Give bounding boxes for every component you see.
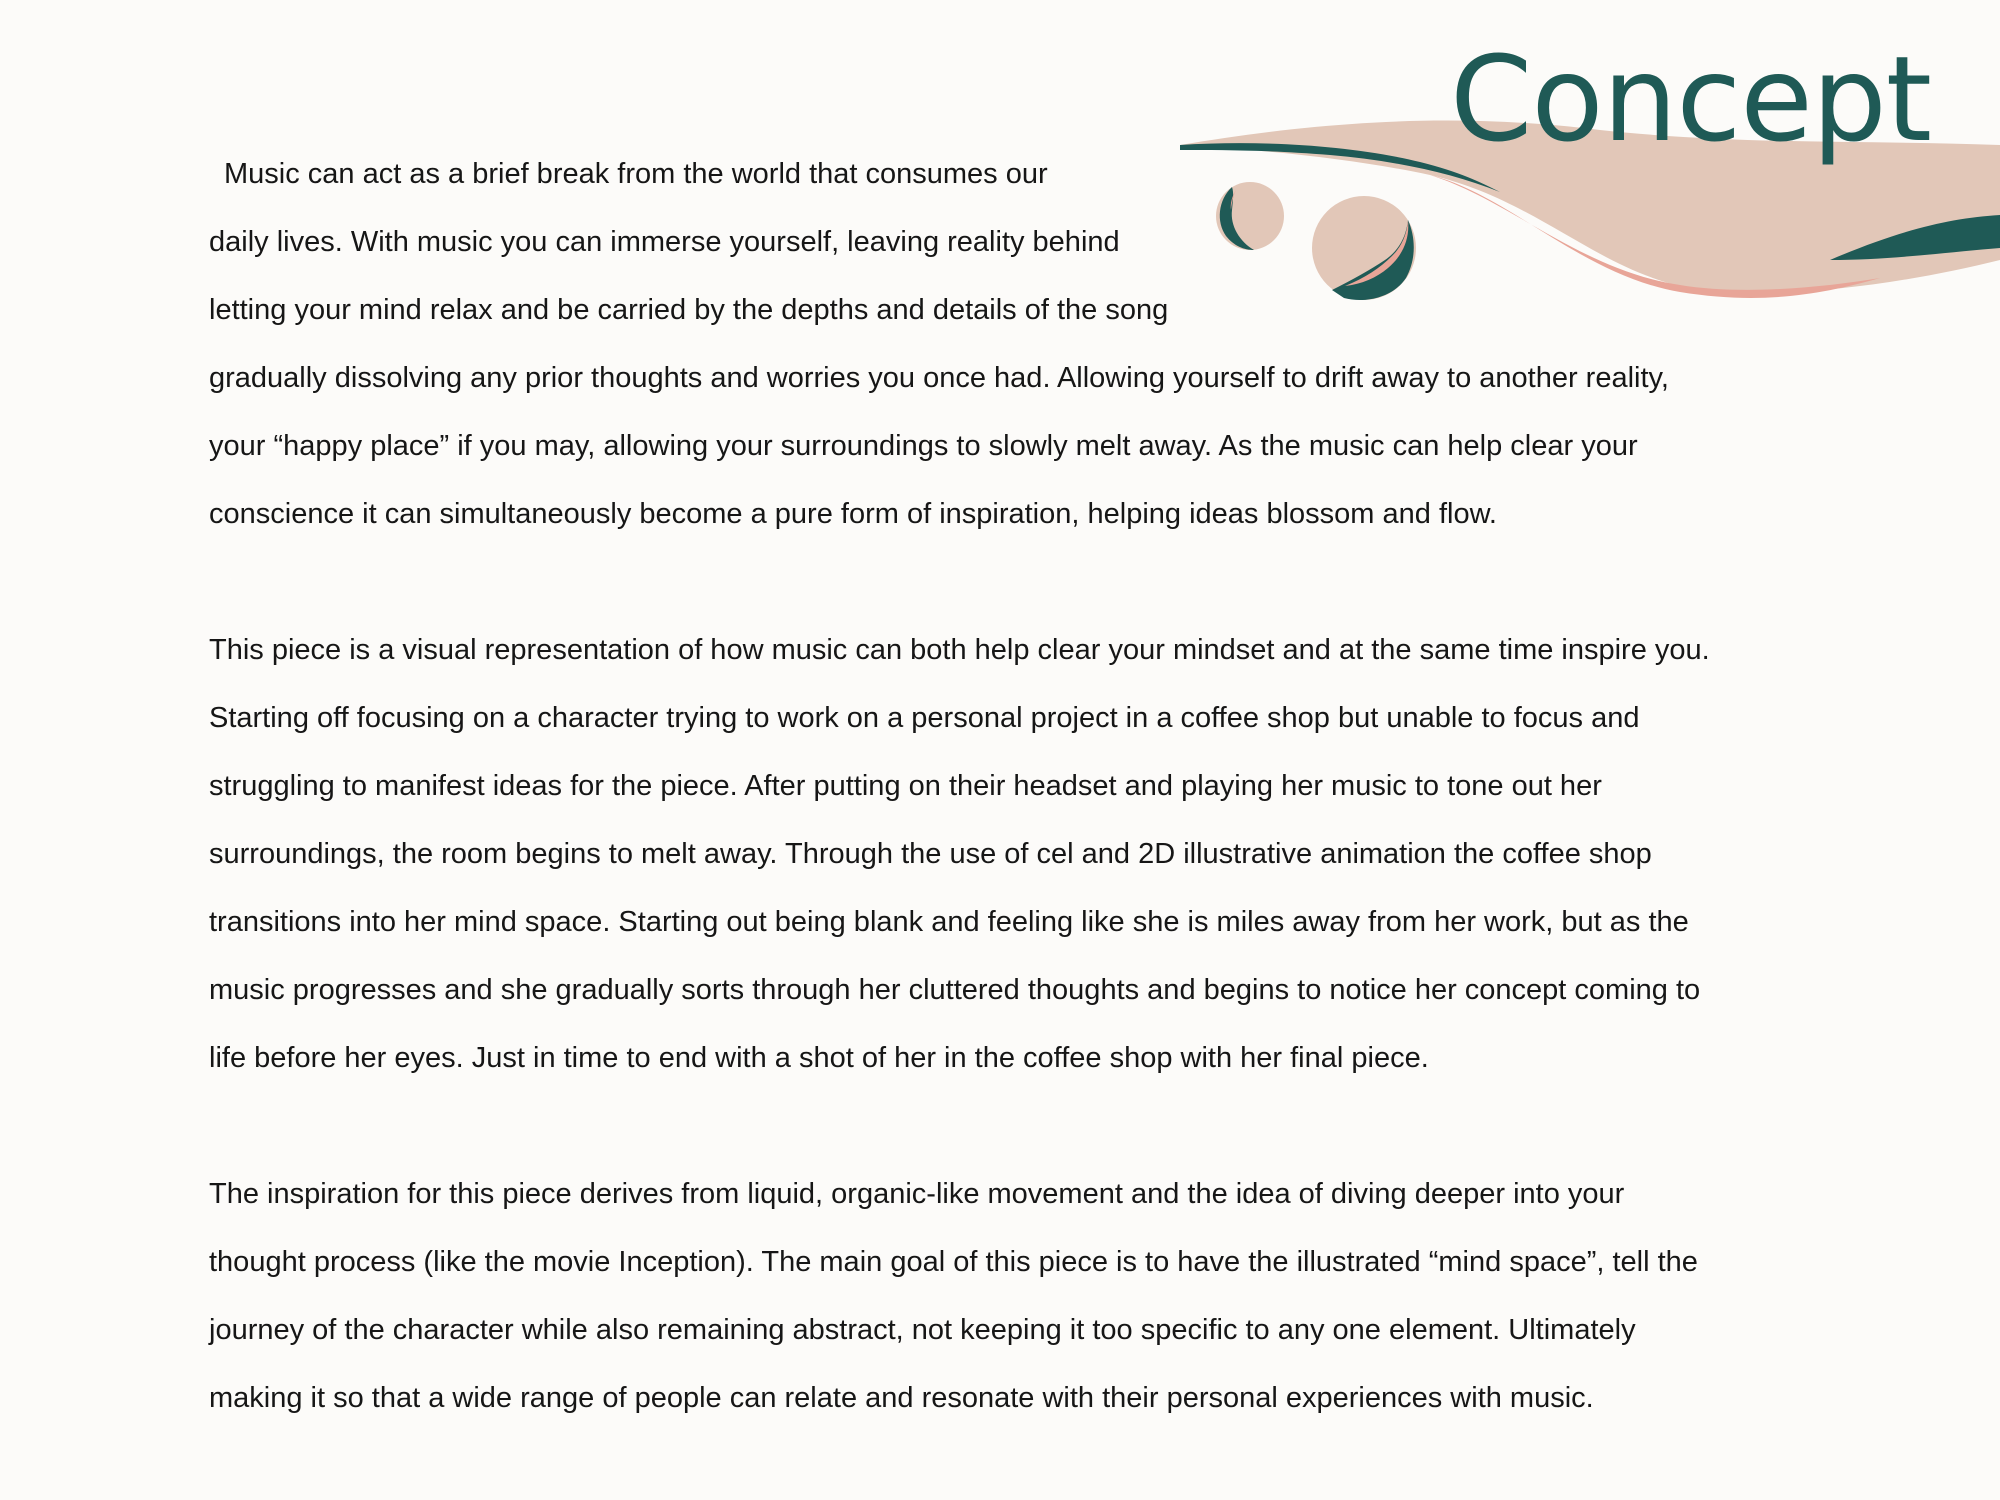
text-line: thought process (like the movie Inception). The main goal of this piece is to have the illustrated “mind space”, tell the <box>209 1246 1698 1278</box>
text-line: struggling to manifest ideas for the piece. After putting on their headset and playing her music to tone out her <box>209 770 1602 802</box>
paragraph-1 <box>209 140 1829 548</box>
text-line: music progresses and she gradually sorts through her cluttered thoughts and begins to notice her concept coming to <box>209 974 1701 1006</box>
paragraph-spacer <box>209 548 1829 616</box>
text-line: daily lives. With music you can immerse yourself, leaving reality behind <box>209 226 1120 258</box>
body-text <box>209 140 1829 1432</box>
text-line: making it so that a wide range of people can relate and resonate with their personal experiences with music. <box>209 1382 1594 1414</box>
text-line: This piece is a visual representation of how music can both help clear your mindset and at the same time inspire you. <box>209 634 1710 666</box>
text-line: conscience it can simultaneously become a pure form of inspiration, helping ideas blossom and flow. <box>209 498 1497 530</box>
paragraph-spacer <box>209 1092 1829 1160</box>
text-line: journey of the character while also remaining abstract, not keeping it too specific to any one element. Ultimately <box>209 1314 1636 1346</box>
paragraph-3 <box>209 1160 1829 1432</box>
paragraph-2 <box>209 616 1829 1092</box>
text-line: Starting off focusing on a character trying to work on a personal project in a coffee shop but unable to focus and <box>209 702 1640 734</box>
text-line: letting your mind relax and be carried by the depths and details of the song <box>209 294 1169 326</box>
page-title: Concept <box>1450 30 1932 168</box>
text-line: life before her eyes. Just in time to end with a shot of her in the coffee shop with her final piece. <box>209 1042 1429 1074</box>
text-line: gradually dissolving any prior thoughts and worries you once had. Allowing yourself to drift away to another reality, <box>209 362 1669 394</box>
text-line: surroundings, the room begins to melt away. Through the use of cel and 2D illustrative animation the coffee shop <box>209 838 1652 870</box>
text-line: Music can act as a brief break from the world that consumes our <box>224 158 1048 190</box>
text-line: The inspiration for this piece derives from liquid, organic-like movement and the idea of diving deeper into your <box>209 1178 1625 1210</box>
text-line: transitions into her mind space. Starting out being blank and feeling like she is miles away from her work, but as the <box>209 906 1689 938</box>
text-line: your “happy place” if you may, allowing your surroundings to slowly melt away. As the music can help clear your <box>209 430 1638 462</box>
